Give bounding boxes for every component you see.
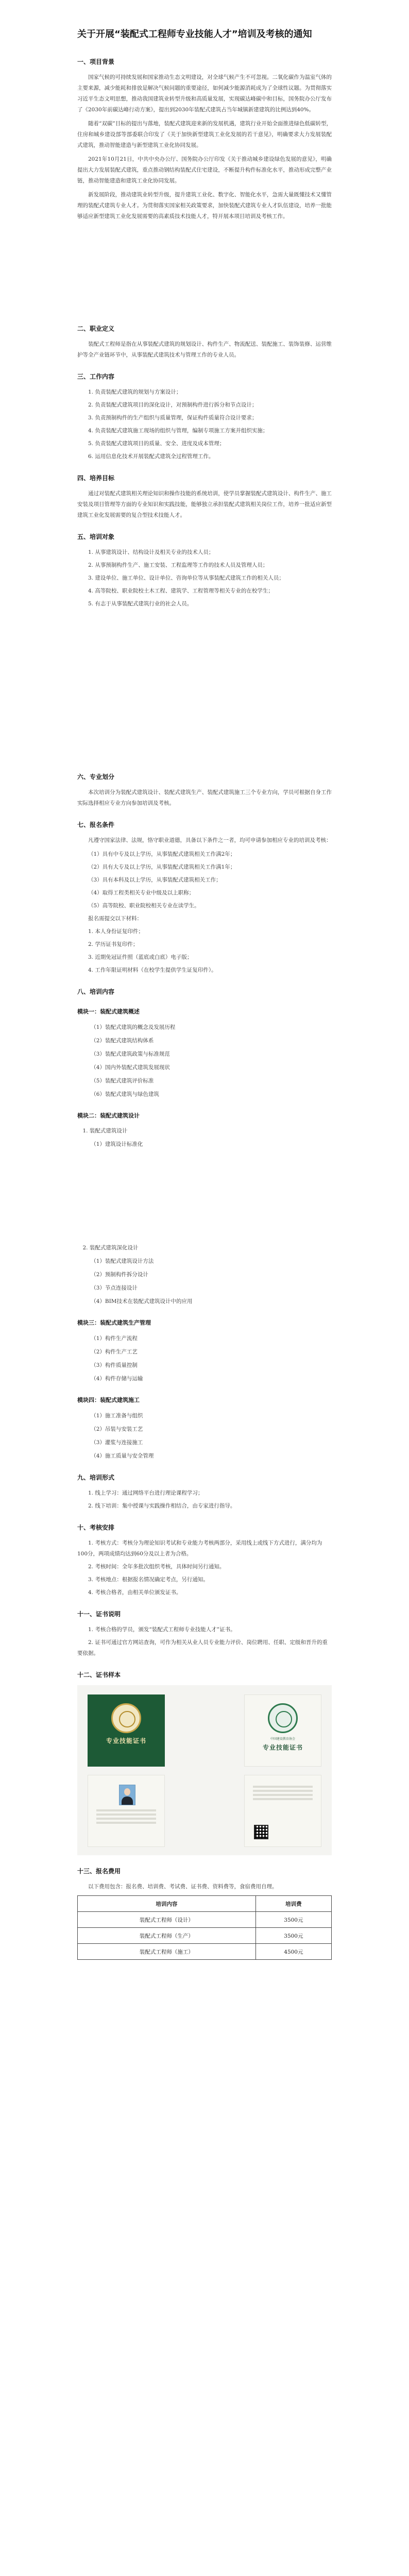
list-item: 2. 学历证书复印件； bbox=[88, 941, 139, 947]
table-cell: 4500元 bbox=[255, 1944, 331, 1960]
list-item: 4. 工作年限证明材料（在校学生提供学生证复印件）。 bbox=[88, 967, 217, 973]
list-item: 3. 考核地点：根据报名情况确定考点，另行通知。 bbox=[88, 1577, 209, 1583]
list-item: 3. 负责预制构件的生产组织与质量管理，保证构件质量符合设计要求； bbox=[88, 414, 258, 421]
module-subheading: 1. 装配式建筑设计 bbox=[82, 1127, 128, 1134]
list-item: （4）取得工程类相关专业中级及以上职称； bbox=[88, 889, 195, 896]
emblem-icon bbox=[111, 1703, 141, 1733]
certificate-sample bbox=[77, 1685, 332, 1855]
paragraph: 国家气候的可持续发展和国家推动生态文明建设，对全球气候产生不可忽视。二氧化碳作为温室气体的主要来源，减少能耗和排放是解决气候问题的重要途径，如何减少能源消耗成为了全球性议题。为贯彻落实习近平生态文明思想，推动我国建筑业转型升级和高质量发展，实现碳达峰碳中和目标，国务院办公厅发布了《2030年前碳达峰行动方案》，提出到2030年装配式建筑占当年城镇新建建筑的比例达到40%。 bbox=[77, 74, 332, 113]
list-item: （1）具有中专及以上学历，从事装配式建筑相关工作满2年； bbox=[88, 851, 236, 857]
list-item: （2）具有大专及以上学历，从事装配式建筑相关工作满1年； bbox=[88, 863, 236, 870]
list-item: 2. 证书可通过官方网站查询，可作为相关从业人员专业能力评价、岗位聘用、任职、定级和晋升的重要依据。 bbox=[77, 1639, 328, 1657]
certificate-title: 专业技能证书 bbox=[262, 1744, 303, 1752]
module-heading: 模块四：装配式建筑施工 bbox=[77, 1397, 140, 1404]
section-heading-format: 九、培训形式 bbox=[77, 1474, 115, 1482]
topic-item: （2）预制构件拆分设计 bbox=[91, 1271, 148, 1278]
section-heading-specialty: 六、专业划分 bbox=[77, 773, 115, 781]
certificate-cover-dark bbox=[88, 1694, 165, 1767]
paragraph: 凡遵守国家法律、法规，恪守职业道德，具备以下条件之一者，均可申请参加相应专业的培训及考核： bbox=[88, 837, 332, 843]
table-cell: 装配式工程师（设计） bbox=[78, 1912, 256, 1928]
table-cell: 装配式工程师（施工） bbox=[78, 1944, 256, 1960]
topic-item: （4）国内外装配式建筑发展现状 bbox=[91, 1064, 170, 1071]
topic-item: （1）构件生产流程 bbox=[91, 1335, 138, 1342]
list-item: 2. 负责装配式建筑项目的深化设计，对预制构件进行拆分和节点设计； bbox=[88, 401, 258, 408]
topic-item: （2）吊装与安装工艺 bbox=[91, 1426, 143, 1433]
section-heading-fees: 十三、报名费用 bbox=[77, 1868, 121, 1875]
list-item: （5）高等院校、职业院校相关专业在读学生。 bbox=[88, 902, 200, 909]
topic-item: （1）施工准备与组织 bbox=[91, 1413, 143, 1419]
paragraph: 2021年10月21日，中共中央办公厅、国务院办公厅印发《关于推动城乡建设绿色发展的意见》，明确提出大力发展装配式建筑，重点推动钢结构装配式住宅建设，不断提升构件标准化水平，推动形成完整产业链，推动智能建造和建筑工业化协同发展。 bbox=[77, 156, 332, 184]
portrait-photo bbox=[119, 1785, 135, 1805]
paragraph: 通过对装配式建筑相关理论知识和操作技能的系统培训，使学员掌握装配式建筑设计、构件生产、施工安装及项目管理等方面的专业知识和实践技能，能够独立承担装配式建筑相关岗位工作，培养一批适应新型建筑工业化发展需要的复合型技术技能人才。 bbox=[77, 490, 332, 518]
list-item: 3. 建设单位、施工单位、设计单位、咨询单位等从事装配式建筑工作的相关人员； bbox=[88, 574, 284, 581]
list-item: 1. 线上学习：通过网络平台进行理论课程学习； bbox=[88, 1490, 203, 1497]
certificate-inner-page bbox=[244, 1775, 321, 1847]
section-heading-audience: 五、培训对象 bbox=[77, 533, 115, 540]
fee-table bbox=[77, 1895, 332, 1960]
paragraph: 以下费用包含：报名费、培训费、考试费、证书费、资料费等，食宿费用自理。 bbox=[88, 1884, 278, 1890]
topic-item: （2）装配式建筑结构体系 bbox=[91, 1037, 154, 1044]
list-item: 6. 运用信息化技术开展装配式建筑全过程管理工作。 bbox=[88, 453, 214, 460]
paragraph: 本次培训分为装配式建筑设计、装配式建筑生产、装配式建筑施工三个专业方向，学员可根据自身工作实际选择相应专业方向参加培训及考核。 bbox=[77, 789, 332, 806]
module-heading: 模块三：装配式建筑生产管理 bbox=[77, 1319, 151, 1327]
list-item: 1. 从事建筑设计、结构设计及相关专业的技术人员； bbox=[88, 549, 214, 555]
list-item: 2. 考核时间：全年多批次组织考核，具体时间另行通知。 bbox=[88, 1564, 225, 1570]
section-heading-exam: 十、考核安排 bbox=[77, 1524, 115, 1532]
paragraph: 装配式工程师是指在从事装配式建筑的规划设计、构件生产、物流配送、装配施工、装饰装修、运营维护等全产业链环节中，从事装配式建筑技术与管理工作的专业人员。 bbox=[77, 341, 332, 358]
table-header: 培训内容 bbox=[78, 1896, 256, 1912]
topic-item: （1）装配式建筑的概念及发展历程 bbox=[91, 1024, 176, 1030]
table-cell: 装配式工程师（生产） bbox=[78, 1928, 256, 1944]
list-item: 4. 负责装配式建筑施工现场的组织与管理，编制专项施工方案并组织实施； bbox=[88, 427, 268, 434]
table-header-row bbox=[78, 1896, 332, 1912]
topic-item: （4）构件存储与运输 bbox=[91, 1376, 143, 1382]
document-title: 关于开展“装配式工程师专业技能人才”培训及考核的通知 bbox=[77, 29, 312, 40]
topic-item: （1）建筑设计标准化 bbox=[91, 1141, 143, 1147]
table-row bbox=[78, 1944, 332, 1960]
table-cell: 3500元 bbox=[255, 1912, 331, 1928]
table-row bbox=[78, 1928, 332, 1944]
section-heading-background: 一、项目背景 bbox=[77, 58, 115, 65]
module-heading: 模块二：装配式建筑设计 bbox=[77, 1112, 140, 1119]
list-item: 1. 负责装配式建筑的规划与方案设计； bbox=[88, 388, 182, 395]
table-header: 培训费 bbox=[255, 1896, 331, 1912]
topic-item: （2）构件生产工艺 bbox=[91, 1349, 138, 1355]
list-item: 5. 负责装配式建筑项目的质量、安全、进度及成本管理； bbox=[88, 440, 225, 447]
paragraph: 新发展阶段，推动建筑业转型升级，提升建筑工业化、数字化、智能化水平，急需大量既懂技术又懂管理的装配式建筑专业人才。为贯彻落实国家相关政策要求，加快装配式建筑专业人才队伍建设，培养一批能够适应新型建筑工业化发展需要的高素质技术技能人才，特开展本项目培训及考核工作。 bbox=[77, 191, 332, 219]
certificate-inner-page bbox=[88, 1775, 165, 1847]
section-heading-certificate: 十一、证书说明 bbox=[77, 1611, 121, 1618]
emblem-icon bbox=[268, 1703, 298, 1733]
list-item: 2. 从事预制构件生产、施工安装、工程监理等工作的技术人员及管理人员； bbox=[88, 562, 268, 568]
list-item: （3）具有本科及以上学历，从事装配式建筑相关工作； bbox=[88, 876, 221, 883]
list-item: 3. 近期免冠证件照（蓝底或白底）电子版； bbox=[88, 954, 193, 960]
certificate-org: 中国建设教育协会 bbox=[270, 1737, 295, 1741]
topic-item: （6）装配式建筑与绿色建筑 bbox=[91, 1091, 159, 1097]
table-cell: 3500元 bbox=[255, 1928, 331, 1944]
section-heading-work: 三、工作内容 bbox=[77, 372, 115, 380]
qr-code-icon bbox=[254, 1825, 268, 1839]
section-heading-content: 八、培训内容 bbox=[77, 988, 115, 995]
section-heading-eligibility: 七、报名条件 bbox=[77, 821, 115, 828]
list-item: 4. 高等院校、职业院校土木工程、建筑学、工程管理等相关专业的在校学生； bbox=[88, 587, 274, 594]
topic-item: （3）构件质量控制 bbox=[91, 1362, 138, 1369]
certificate-title: 专业技能证书 bbox=[106, 1737, 146, 1745]
list-item: 1. 考核合格的学员，颁发“装配式工程师专业技能人才”证书。 bbox=[88, 1626, 236, 1633]
topic-item: （3）灌浆与连接施工 bbox=[91, 1439, 143, 1446]
list-item: 1. 本人身份证复印件； bbox=[88, 928, 144, 935]
module-heading: 模块一：装配式建筑概述 bbox=[77, 1008, 140, 1015]
list-item: 2. 线下培训：集中授课与实践操作相结合，由专家进行指导。 bbox=[88, 1503, 236, 1510]
topic-item: （3）装配式建筑政策与标准规范 bbox=[91, 1050, 170, 1057]
section-heading-goal: 四、培养目标 bbox=[77, 474, 115, 482]
module-subheading: 2. 装配式建筑深化设计 bbox=[82, 1244, 139, 1251]
list-item: 5. 有志于从事装配式建筑行业的社会人员。 bbox=[88, 600, 193, 607]
list-item: 报名需提交以下材料： bbox=[88, 915, 142, 922]
section-heading-definition: 二、职业定义 bbox=[77, 325, 115, 332]
topic-item: （4）施工质量与安全管理 bbox=[91, 1453, 154, 1460]
topic-item: （4）BIM技术在装配式建筑设计中的应用 bbox=[91, 1298, 193, 1305]
table-row bbox=[78, 1912, 332, 1928]
topic-item: （3）节点连接设计 bbox=[91, 1285, 138, 1292]
list-item: 1. 考核方式：考核分为理论知识考试和专业能力考核两部分，采用线上或线下方式进行，满分均为100分，两项成绩均达到60分及以上者为合格。 bbox=[77, 1540, 322, 1557]
topic-item: （5）装配式建筑评价标准 bbox=[91, 1077, 154, 1084]
topic-item: （1）装配式建筑设计方法 bbox=[91, 1258, 154, 1264]
paragraph: 随着“双碳”目标的提出与落地，装配式建筑迎来新的发展机遇，建筑行业开始全面推进绿色低碳转型，住房和城乡建设部等部委联合印发了《关于加快新型建筑工业化发展的若干意见》，明确要求大力发展装配式建筑，推动智能建造与新型建筑工业化协同发展。 bbox=[77, 120, 332, 148]
section-heading-certificate-sample: 十二、证书样本 bbox=[77, 1671, 121, 1679]
list-item: 4. 考核合格者，由相关单位颁发证书。 bbox=[88, 1589, 182, 1596]
certificate-cover-light bbox=[244, 1694, 321, 1767]
